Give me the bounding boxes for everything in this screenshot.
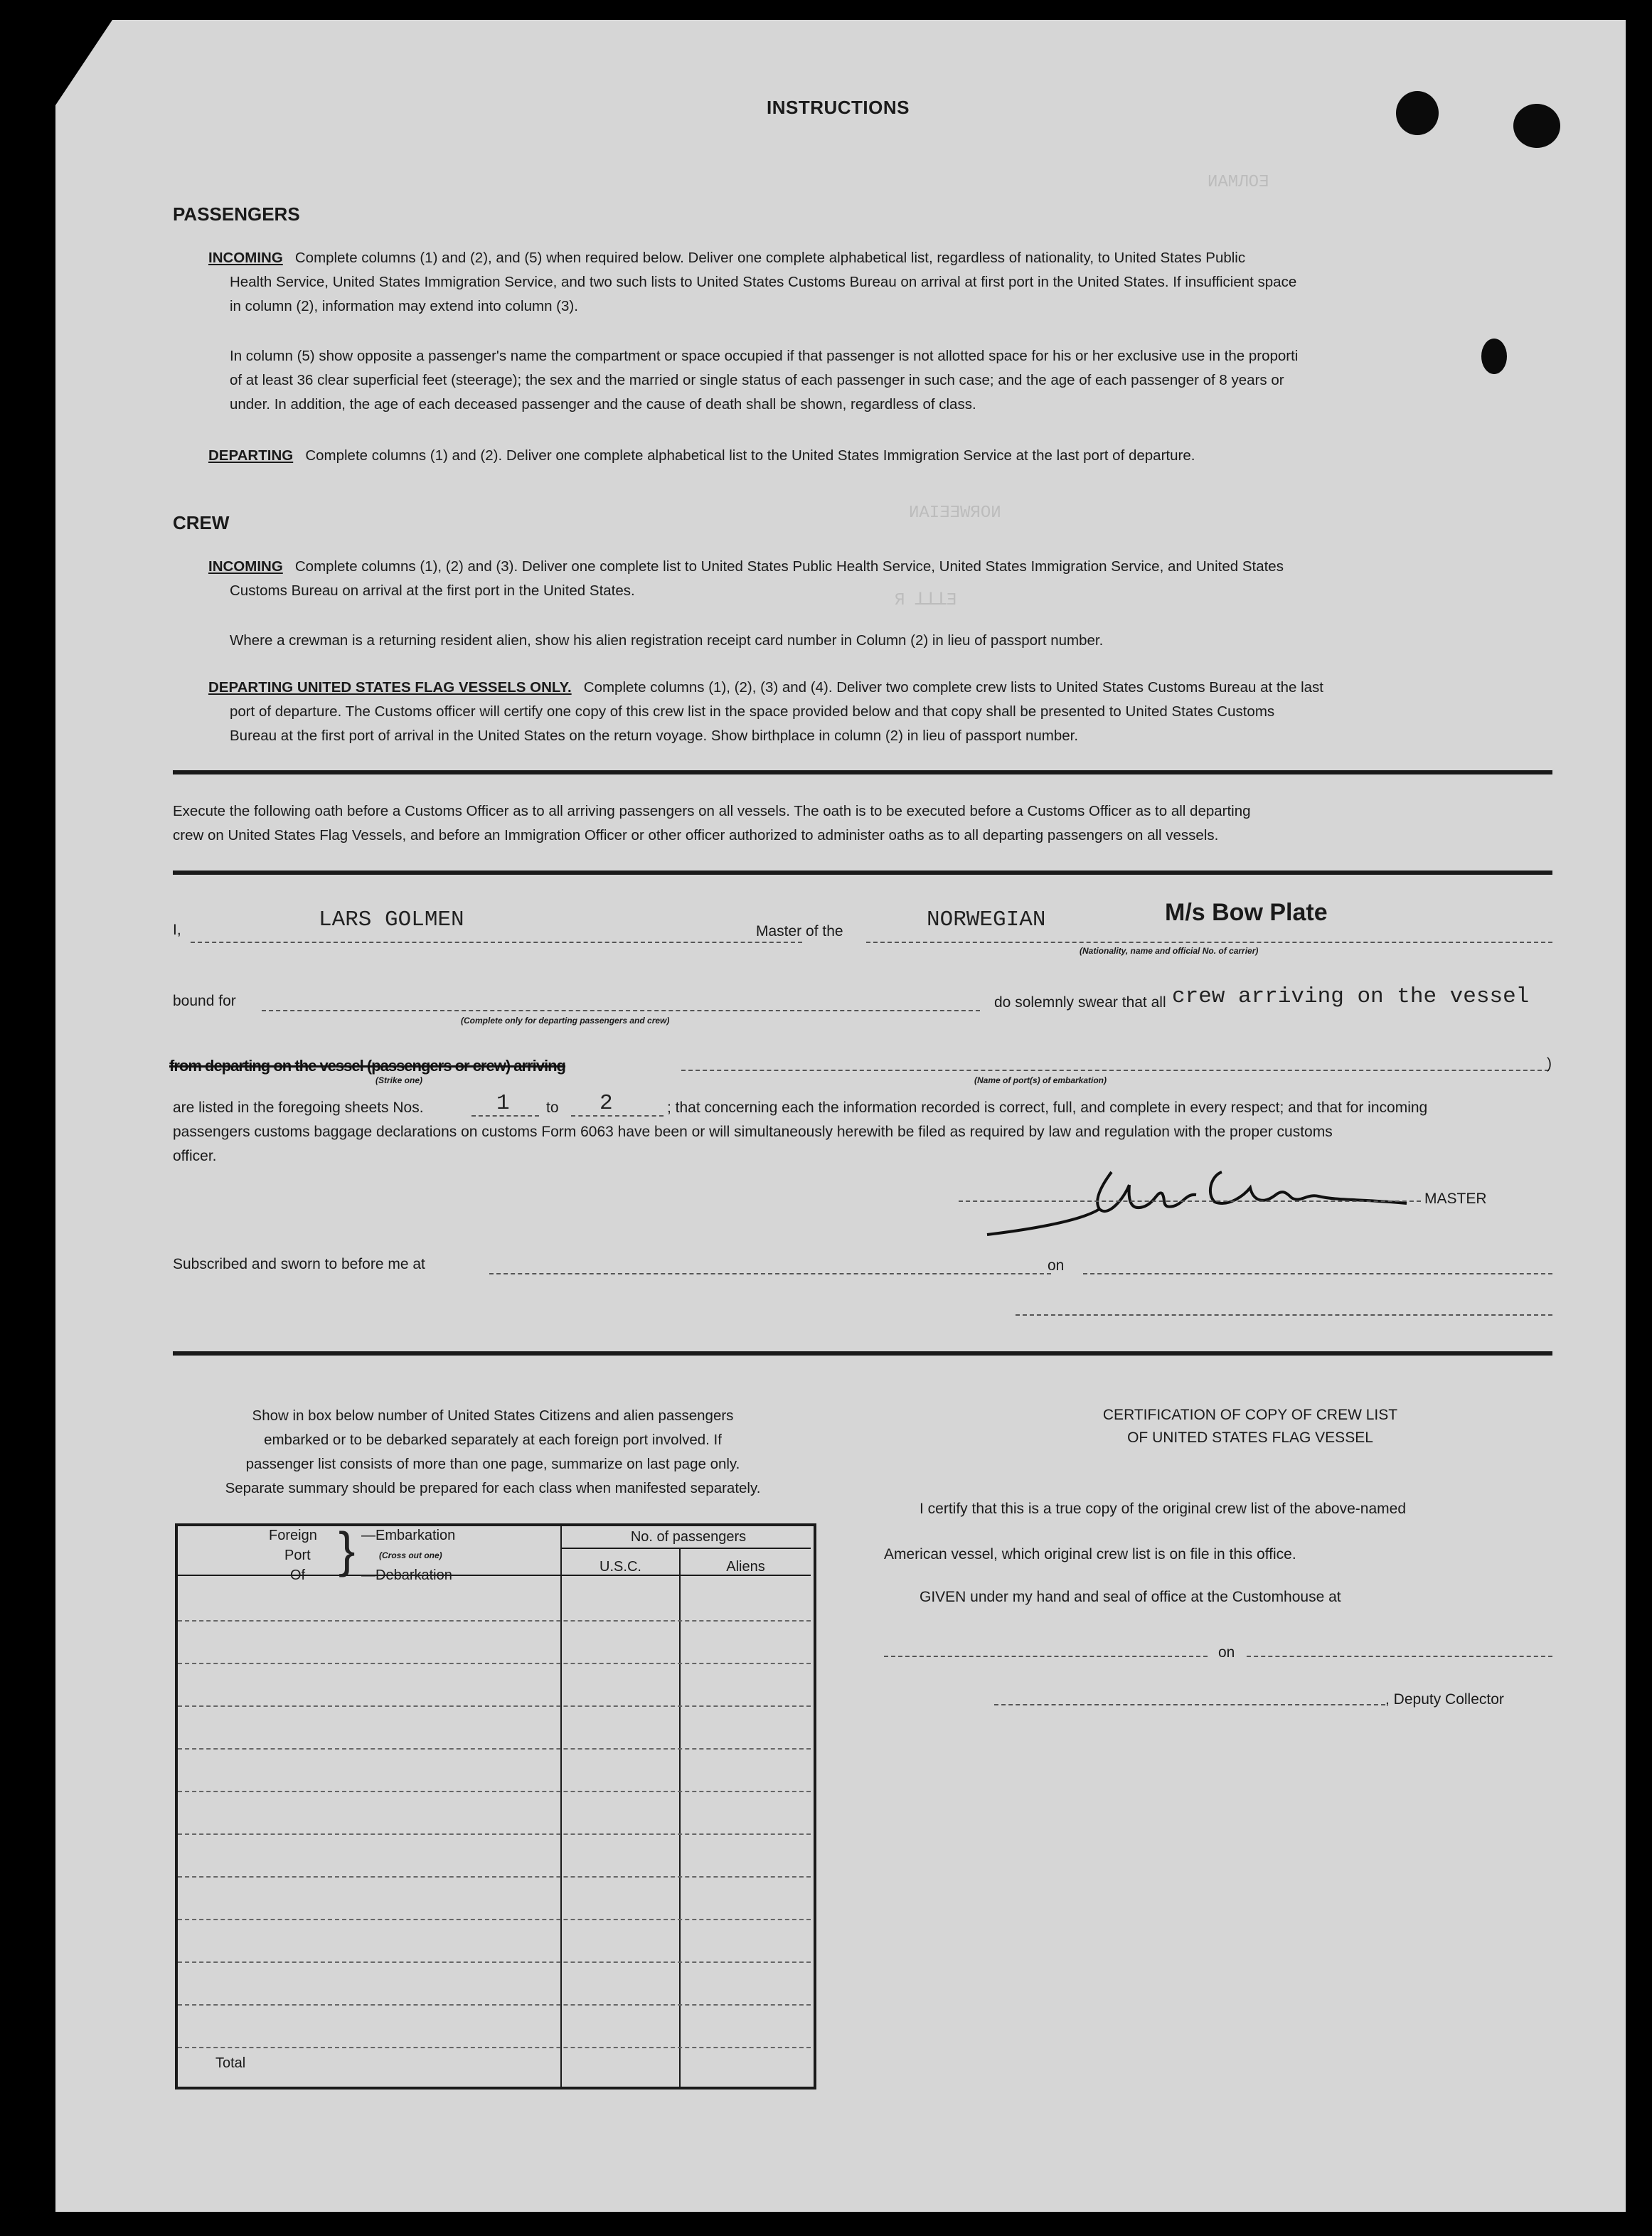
strike-caption: (Strike one) xyxy=(375,1075,423,1085)
master-signature xyxy=(966,1144,1464,1236)
table-row xyxy=(178,1620,811,1622)
carrier-nationality: NORWEGIAN xyxy=(927,907,1046,932)
deputy-signature-line xyxy=(994,1704,1385,1705)
master-label: MASTER xyxy=(1424,1191,1487,1207)
summary-intro: Show in box below number of United States Citizens and alien passengers embarked or to be debarked separately at each foreign port involved. If passenger list consists of more than one page, summarize on last page only. Separate summary should be prepared for each class when manifested separately. xyxy=(225,1407,761,1496)
brace: } xyxy=(339,1522,356,1577)
section-rule xyxy=(173,1351,1552,1356)
swear-text: do solemnly swear that all xyxy=(994,994,1166,1011)
listed-text: are listed in the foregoing sheets Nos. xyxy=(173,1100,424,1116)
port-label: Port xyxy=(284,1548,311,1563)
embark-caption: (Name of port(s) of embarkation) xyxy=(974,1075,1107,1085)
crew-resident-alien: Where a crewman is a returning resident alien, show his alien registration receipt card number in Column (2) in lieu of passport number. xyxy=(230,632,1104,649)
to-label: to xyxy=(546,1100,559,1116)
struck-text: from departing on the vessel (passengers or crew) arriving xyxy=(169,1057,565,1075)
crew-departing-label: DEPARTING UNITED STATES FLAG VESSELS ONLY. xyxy=(208,679,572,696)
incoming-label: INCOMING xyxy=(208,250,283,266)
column5-line2: of at least 36 clear superficial feet (steerage); the sex and the married or single status of each passenger in such case; and the age of each passenger of 8 years or xyxy=(230,372,1284,388)
cert-line3: GIVEN under my hand and seal of office at the Customhouse at xyxy=(920,1589,1341,1605)
table-row xyxy=(178,1705,811,1707)
master-of-label: Master of the xyxy=(756,923,843,939)
sheet-from: 1 xyxy=(496,1091,510,1116)
swear-typed: crew arriving on the vessel xyxy=(1172,984,1530,1009)
crew-incoming-line2: Customs Bureau on arrival at the first port in the United States. xyxy=(230,582,635,599)
table-row xyxy=(178,1876,811,1878)
table-divider xyxy=(679,1549,681,2087)
debarkation-label: —Debarkation xyxy=(361,1567,452,1583)
carrier-caption: (Nationality, name and official No. of carrier) xyxy=(1080,946,1259,956)
of-label: Of xyxy=(290,1567,306,1583)
oath-line-3: officer. xyxy=(173,1148,217,1164)
passengers-heading: PASSENGERS xyxy=(173,203,300,225)
oath-line-2: passengers customs baggage declarations on customs Form 6063 have been or will simultaneously herewith be filed as required by law and regulation with the proper customs xyxy=(173,1124,1333,1140)
bleed-through-text: ИАIƎƎWЯОИ xyxy=(909,504,1001,523)
subscribed-place-line xyxy=(489,1273,1051,1274)
cert-date-line xyxy=(1247,1656,1552,1657)
embarkation-label: —Embarkation xyxy=(361,1528,456,1543)
customhouse-line xyxy=(884,1656,1208,1657)
listed-cont: ; that concerning each the information recorded is correct, full, and complete in every respect; and that for incoming xyxy=(667,1100,1428,1116)
passengers-departing: DEPARTING Complete columns (1) and (2). Deliver one complete alphabetical list to the United States Immigration Service at the last port of departure. xyxy=(208,447,1195,464)
crew-list-form-back xyxy=(55,20,1626,2212)
master-name-line xyxy=(191,942,802,943)
table-row xyxy=(178,1663,811,1664)
section-rule xyxy=(173,770,1552,774)
cross-out-caption: (Cross out one) xyxy=(379,1550,442,1560)
cert-on-label: on xyxy=(1218,1644,1235,1661)
master-name: LARS GOLMEN xyxy=(319,907,464,932)
sheet-to: 2 xyxy=(599,1091,613,1116)
close-paren: ) xyxy=(1547,1055,1552,1072)
column5-line1: In column (5) show opposite a passenger's name the compartment or space occupied if that passenger is not allotted space for his or her exclusive use in the proporti xyxy=(230,348,1299,364)
table-row xyxy=(178,1791,811,1792)
bound-for-line xyxy=(262,1010,980,1011)
passengers-incoming-line2: Health Service, United States Immigration Service, and two such lists to United States Customs Bureau on arrival at first port in the United States. If insufficient space xyxy=(230,274,1297,290)
table-row xyxy=(178,1748,811,1750)
aliens-label: Aliens xyxy=(726,1559,765,1575)
table-row xyxy=(178,1919,811,1920)
column5-line3: under. In addition, the age of each deceased passenger and the cause of death shall be shown, regardless of class. xyxy=(230,396,976,412)
cert-line2: American vessel, which original crew list is on file in this office. xyxy=(884,1546,1296,1562)
carrier-vessel: M/s Bow Plate xyxy=(1165,899,1328,926)
subscribed-on-label: on xyxy=(1048,1257,1065,1274)
departing-label: DEPARTING xyxy=(208,447,294,464)
cert-line1: I certify that this is a true copy of the original crew list of the above-named xyxy=(920,1501,1406,1517)
officer-signature-line xyxy=(1016,1314,1552,1316)
passengers-incoming-line3: in column (2), information may extend into column (3). xyxy=(230,298,578,314)
bleed-through-text: ИАМЛОƎ xyxy=(1208,173,1269,192)
crew-incoming-label: INCOMING xyxy=(208,558,283,575)
ink-blot xyxy=(1481,339,1507,374)
foreign-label: Foreign xyxy=(269,1528,317,1543)
table-row xyxy=(178,1833,811,1835)
i-label: I, xyxy=(173,922,181,938)
table-subheader-rule xyxy=(562,1548,811,1549)
crew-departing-line2: port of departure. The Customs officer will certify one copy of this crew list in the space provided below and that copy shall be presented to United States Customs xyxy=(230,703,1275,720)
ink-blot xyxy=(1396,91,1439,135)
oath-intro-line2: crew on United States Flag Vessels, and before an Immigration Officer or other officer authorized to administer oaths as to all departing passengers on all vessels. xyxy=(173,827,1219,843)
bleed-through-text: Я ꓕꓕꓕƎ xyxy=(895,591,957,610)
crew-incoming: INCOMING Complete columns (1), (2) and (3). Deliver one complete list to United States Public Health Service, United States Immigration Service, and United States xyxy=(208,558,1284,575)
sheet-to-line xyxy=(571,1115,664,1117)
deputy-collector-label: , Deputy Collector xyxy=(1385,1691,1504,1708)
page-title: INSTRUCTIONS xyxy=(767,97,910,118)
no-passengers-label: No. of passengers xyxy=(630,1529,747,1545)
table-row xyxy=(178,2004,811,2006)
crew-departing-line3: Bureau at the first port of arrival in the United States on the return voyage. Show birthplace in column (2) in lieu of passport number. xyxy=(230,728,1079,744)
crew-departing: DEPARTING UNITED STATES FLAG VESSELS ONLY. Complete columns (1), (2), (3) and (4). Deliver two complete crew lists to United States Customs Bureau at the last xyxy=(208,679,1323,696)
table-row xyxy=(178,1961,811,1963)
signature-line xyxy=(959,1200,1421,1202)
usc-label: U.S.C. xyxy=(599,1559,641,1575)
bound-for-label: bound for xyxy=(173,993,236,1009)
ink-blot xyxy=(1513,104,1560,148)
crew-heading: CREW xyxy=(173,512,230,533)
subscribed-label: Subscribed and sworn to before me at xyxy=(173,1256,425,1272)
passengers-incoming: INCOMING Complete columns (1) and (2), and (5) when required below. Deliver one complete alphabetical list, regardless of nationality, to United States Public xyxy=(208,250,1246,266)
embarkation-line xyxy=(681,1070,1549,1071)
folded-corner xyxy=(55,20,112,105)
table-divider xyxy=(560,1526,562,2087)
oath-intro-line1: Execute the following oath before a Customs Officer as to all arriving passengers on all vessels. The oath is to be executed before a Customs Officer as to all departing xyxy=(173,803,1251,819)
total-label: Total xyxy=(215,2055,246,2071)
table-row xyxy=(178,2047,811,2048)
section-rule xyxy=(173,871,1552,875)
carrier-line xyxy=(866,942,1552,943)
subscribed-date-line xyxy=(1083,1273,1552,1274)
bound-caption: (Complete only for departing passengers and crew) xyxy=(461,1016,670,1026)
certification-title: CERTIFICATION OF COPY OF CREW LIST OF UNITED STATES FLAG VESSEL xyxy=(1102,1407,1398,1446)
